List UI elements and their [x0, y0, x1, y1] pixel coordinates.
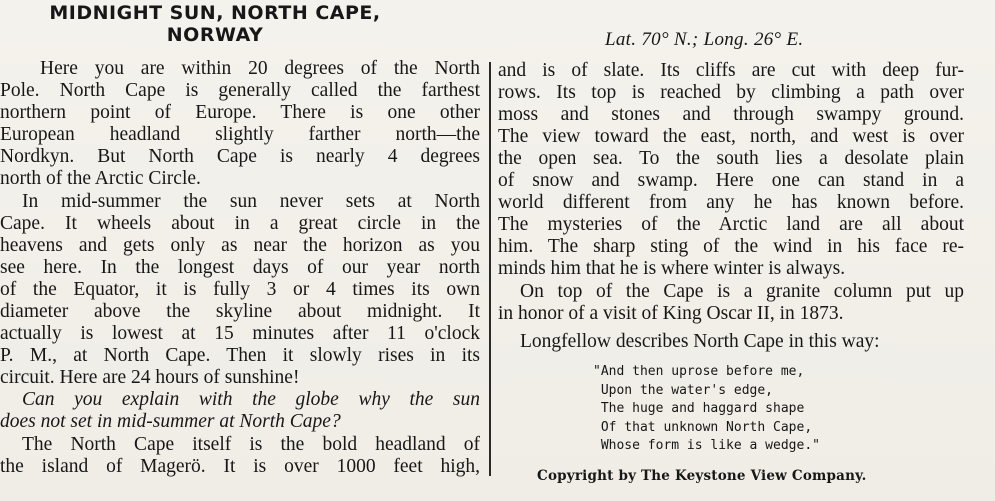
page-title [0, 2, 430, 46]
text-line: the open sea. To the south lies a desolate plain [498, 148, 964, 169]
text-line: actually is lowest at 15 minutes after 11 o'clock [0, 323, 480, 344]
question-line: does not set in mid-summer at North Cape? [0, 411, 341, 432]
poem-line: Whose form is like a wedge." [593, 438, 820, 453]
title-line-2: NORWAY [166, 24, 264, 46]
text-line: Nordkyn. But North Cape is nearly 4 degrees [0, 146, 480, 167]
text-line: in honor of a visit of King Oscar II, in 1873. [498, 303, 844, 324]
poem [593, 363, 820, 456]
text-line: of the Equator, it is fully 3 or 4 times its own [0, 279, 480, 300]
column-divider [489, 62, 491, 476]
text-line: rows. Its top is reached by climbing a path over [498, 82, 964, 103]
text-line: minds him that he is where winter is always. [498, 258, 846, 279]
text-line: Here you are within 20 degrees of the North [40, 58, 480, 79]
text-line: circuit. Here are 24 hours of sunshine! [0, 367, 300, 388]
text-line: the island of Magerö. It is over 1000 feet high, [0, 456, 480, 477]
text-line: Pole. North Cape is generally called the farthest [0, 80, 480, 101]
text-line: diameter above the skyline about midnight. It [0, 301, 480, 322]
text-line: moss and stones and through swampy ground. [498, 104, 964, 125]
title-line-1: MIDNIGHT SUN, NORTH CAPE, [49, 2, 381, 24]
text-line: of snow and swamp. Here one can stand in a [498, 170, 964, 191]
poem-line: Upon the water's edge, [593, 382, 774, 398]
coordinates: Lat. 70° N.; Long. 26° E. [605, 29, 804, 50]
text-line: see here. In the longest days of our year north [0, 257, 480, 278]
text-line: The view toward the east, north, and west is over [498, 126, 964, 147]
text-line: The North Cape itself is the bold headland of [22, 434, 480, 455]
poem-line: Of that unknown North Cape, [593, 419, 813, 435]
text-line: heavens and gets only as near the horizon as you [0, 235, 480, 256]
poem-line: The huge and haggard shape [593, 401, 805, 416]
text-line: north of the Arctic Circle. [0, 168, 201, 189]
poem-line: "And then uprose before me, [593, 364, 805, 379]
text-line: P. M., at North Cape. Then it slowly rises in its [0, 345, 480, 366]
text-line: The mysteries of the Arctic land are all about [498, 214, 964, 235]
text-line: Cape. It wheels about in a great circle in the [0, 213, 480, 234]
text-line: In mid-summer the sun never sets at North [22, 191, 480, 212]
text-line: world different from any he has known before. [498, 192, 964, 213]
copyright-notice: Copyright by The Keystone View Company. [537, 468, 867, 484]
text-line: European headland slightly farther north—the [0, 124, 480, 145]
text-line: and is of slate. Its cliffs are cut with deep fur- [498, 60, 964, 81]
text-line: On top of the Cape is a granite column put up [520, 281, 964, 302]
text-line: him. The sharp sting of the wind in his face re- [498, 236, 964, 257]
text-line: Longfellow describes North Cape in this way: [520, 331, 880, 352]
text-line: northern point of Europe. There is one other [0, 102, 480, 123]
question-line: Can you explain with the globe why the sun [22, 389, 480, 410]
